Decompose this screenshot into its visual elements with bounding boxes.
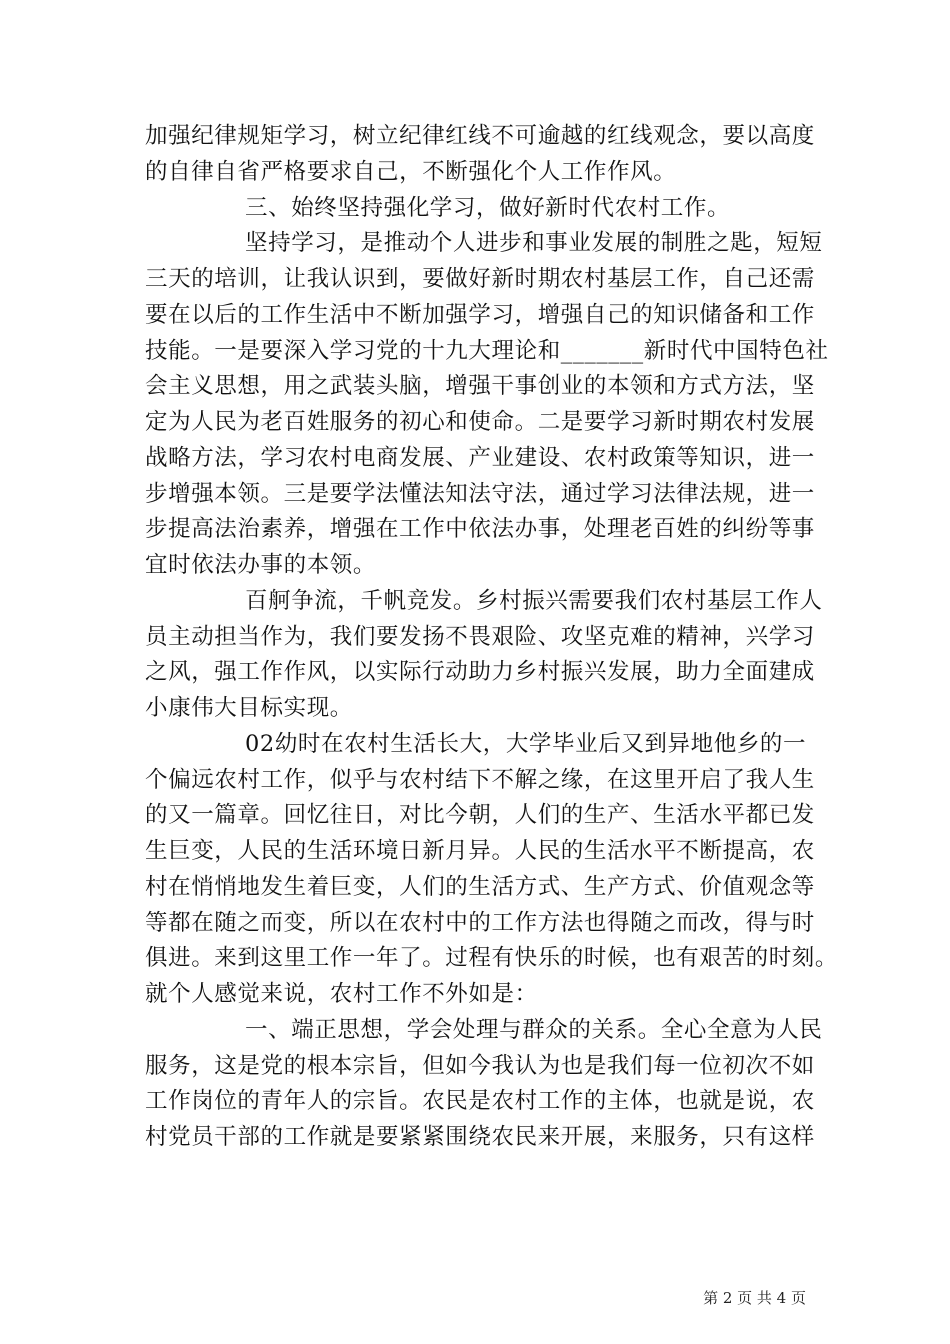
text-line-29: 村党员干部的工作就是要紧紧围绕农民来开展，来服务，只有这样 xyxy=(145,1124,815,1150)
text-line-19: 个偏远农村工作，似乎与农村结下不解之缘，在这里开启了我人生 xyxy=(145,766,815,793)
text-line-17: 小康伟大目标实现。 xyxy=(145,695,353,721)
text-line-1: 加强纪律规矩学习，树立纪律红线不可逾越的红线观念，要以高度 xyxy=(145,123,815,149)
text-line-22: 村在悄悄地发生着巨变，人们的生活方式、生产方式、价值观念等 xyxy=(145,873,815,900)
text-line-9: 定为人民为老百姓服务的初心和使命。二是要学习新时期农村发展 xyxy=(145,409,815,435)
text-line-24: 俱进。来到这里工作一年了。过程有快乐的时候，也有艰苦的时刻。 xyxy=(145,945,839,972)
text-line-6: 要在以后的工作生活中不断加强学习，增强自己的知识储备和工作 xyxy=(145,301,815,328)
body-text xyxy=(145,119,839,1156)
text-line-18: 02幼时在农村生活长大，大学毕业后又到异地他乡的一 xyxy=(245,730,807,757)
text-line-2: 的自律自省严格要求自己，不断强化个人工作作风。 xyxy=(145,158,677,185)
page-number: 第 2 页 共 4 页 xyxy=(703,1289,806,1307)
text-line-27: 服务，这是党的根本宗旨，但如今我认为也是我们每一位初次不如 xyxy=(145,1052,815,1079)
text-line-11: 步增强本领。三是要学法懂法知法守法，通过学习法律法规，进一 xyxy=(145,480,815,507)
text-line-20: 的又一篇章。回忆往日，对比今朝，人们的生产、生活水平都已发 xyxy=(145,802,815,829)
text-line-4: 坚持学习，是推动个人进步和事业发展的制胜之匙，短短 xyxy=(245,230,823,257)
text-line-23: 等都在随之而变，所以在农村中的工作方法也得随之而改，得与时 xyxy=(145,909,815,936)
text-line-21: 生巨变，人民的生活环境日新月异。人民的生活水平不断提高，农 xyxy=(145,838,815,864)
text-line-15: 员主动担当作为，我们要发扬不畏艰险、攻坚克难的精神，兴学习 xyxy=(145,623,815,650)
text-line-12: 步提高法治素养，增强在工作中依法办事，处理老百姓的纠纷等事 xyxy=(145,516,815,543)
section-heading-3: 三、始终坚持强化学习，做好新时代农村工作。 xyxy=(245,194,731,221)
text-line-25: 就个人感觉来说，农村工作不外如是： xyxy=(145,981,538,1007)
text-line-14: 百舸争流，千帆竞发。乡村振兴需要我们农村基层工作人 xyxy=(245,587,823,614)
text-line-28: 工作岗位的青年人的宗旨。农民是农村工作的主体，也就是说，农 xyxy=(145,1088,815,1115)
text-line-8: 会主义思想，用之武装头脑，增强干事创业的本领和方式方法，坚 xyxy=(145,373,815,400)
text-line-10: 战略方法，学习农村电商发展、产业建设、农村政策等知识，进一 xyxy=(145,444,815,471)
text-line-5: 三天的培训，让我认识到，要做好新时期农村基层工作，自己还需 xyxy=(145,266,815,292)
section-heading-26: 一、端正思想，学会处理与群众的关系。全心全意为人民 xyxy=(245,1016,823,1043)
text-line-7: 技能。一是要深入学习党的十九大理论和_______新时代中国特色社 xyxy=(145,337,829,364)
text-line-16: 之风，强工作作风，以实际行动助力乡村振兴发展，助力全面建成 xyxy=(145,659,815,686)
text-line-13: 宜时依法办事的本领。 xyxy=(145,552,377,578)
